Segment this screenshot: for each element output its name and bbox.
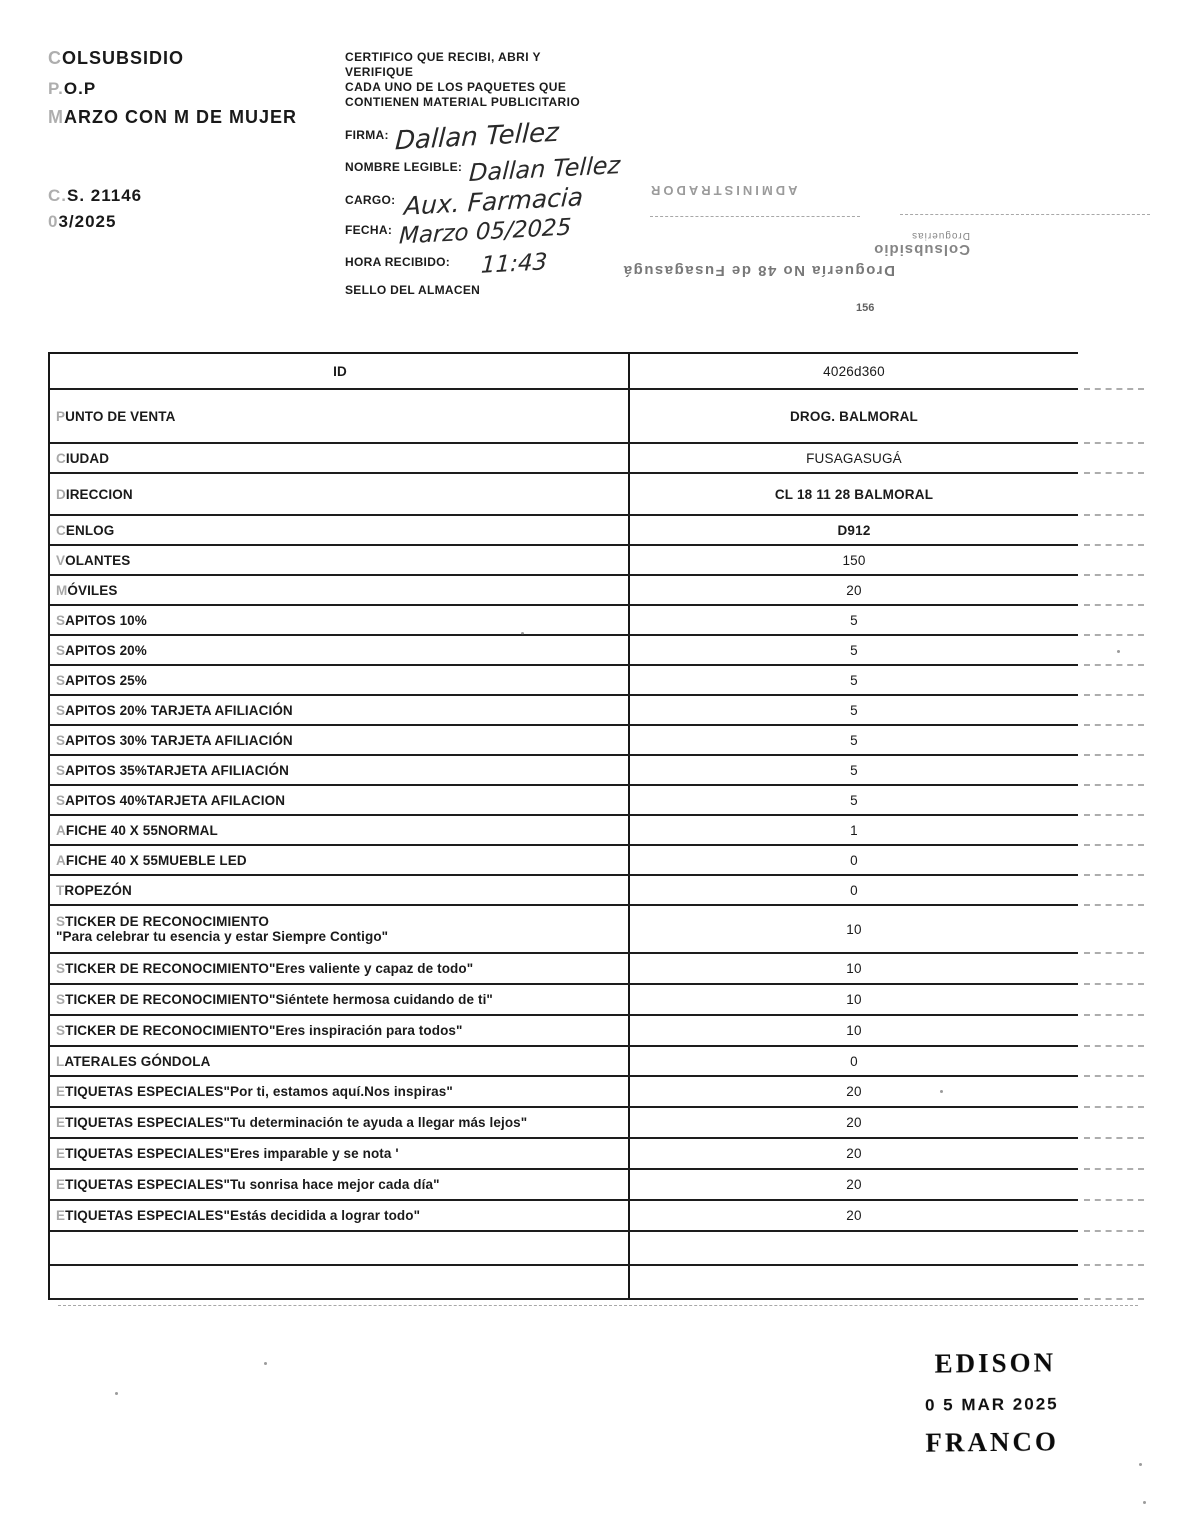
row-label: CIUDAD [56, 450, 110, 466]
row-value: CL 18 11 28 BALMORAL [628, 474, 1078, 514]
scan-dash [900, 214, 1150, 215]
row-label: SAPITOS 35%TARJETA AFILIACIÓN [56, 762, 289, 778]
row-value: FUSAGASUGÁ [628, 444, 1078, 472]
row-value: 20 [628, 1139, 1078, 1168]
table-row [50, 1139, 1078, 1170]
table-row [50, 1232, 1078, 1266]
row-value: D912 [628, 516, 1078, 544]
row-value: 5 [628, 726, 1078, 754]
warehouse-stamp-code: 156 [856, 302, 875, 314]
row-label: STICKER DE RECONOCIMIENTO"Siéntete hermosa cuidando de ti" [56, 992, 493, 1007]
table-row [50, 1266, 1078, 1300]
row-label: MÓVILES [56, 582, 118, 598]
table-row [50, 1170, 1078, 1201]
table-row [50, 876, 1078, 906]
header-block [48, 48, 297, 128]
table-row [50, 1016, 1078, 1047]
table-row [50, 576, 1078, 606]
fecha-field [345, 214, 572, 250]
fecha-label: FECHA: [345, 223, 393, 237]
row-label [50, 1266, 628, 1298]
cargo-field [345, 182, 584, 221]
table-row [50, 606, 1078, 636]
table-row [50, 726, 1078, 756]
table-row [50, 636, 1078, 666]
scan-speck [264, 1362, 267, 1365]
scan-speck [1139, 1463, 1142, 1466]
row-label: ETIQUETAS ESPECIALES"Estás decidida a lograr todo" [56, 1208, 421, 1223]
row-value: 10 [628, 906, 1078, 952]
hora-field [345, 251, 547, 277]
table-row [50, 390, 1078, 444]
cert-line-4: CONTIENEN MATERIAL PUBLICITARIO [345, 95, 581, 109]
cargo-label: CARGO: [345, 193, 396, 207]
cs-number: C.S. 21146 [48, 186, 143, 205]
fecha-handwriting: Marzo 05/2025 [398, 214, 572, 250]
row-value: DROG. BALMORAL [628, 390, 1078, 442]
table-row [50, 816, 1078, 846]
campaign-title: MARZO CON M DE MUJER [48, 107, 298, 127]
row-label: TROPEZÓN [56, 882, 132, 898]
nombre-label: NOMBRE LEGIBLE: [345, 160, 463, 174]
cargo-handwriting: Aux. Farmacia [403, 182, 584, 221]
row-value [628, 1266, 1078, 1298]
sello-label: SELLO DEL ALMACEN [345, 283, 481, 297]
firma-signature: Dallan Tellez [394, 117, 560, 157]
table-row [50, 696, 1078, 726]
table-row [50, 786, 1078, 816]
row-label: SAPITOS 10% [56, 612, 147, 628]
table-row [50, 666, 1078, 696]
nombre-handwriting: Dallan Tellez [467, 150, 621, 188]
table-row [50, 354, 1078, 390]
row-label: SAPITOS 25% [56, 672, 147, 688]
row-value: 20 [628, 1077, 1078, 1106]
cert-line-1: CERTIFICO QUE RECIBI, ABRI Y [345, 50, 541, 64]
row-value: 0 [628, 846, 1078, 874]
row-value: 5 [628, 786, 1078, 814]
row-value: 1 [628, 816, 1078, 844]
row-label: VOLANTES [56, 552, 131, 568]
row-label: SAPITOS 40%TARJETA AFILACION [56, 792, 286, 808]
table-row [50, 1077, 1078, 1108]
row-label: SAPITOS 30% TARJETA AFILIACIÓN [56, 732, 293, 748]
table-row [50, 906, 1078, 954]
row-value: 150 [628, 546, 1078, 574]
row-value: 5 [628, 696, 1078, 724]
scan-speck [940, 1090, 943, 1093]
warehouse-stamp-brand: Colsubsidio [873, 241, 970, 258]
row-value: 10 [628, 985, 1078, 1014]
row-value: 5 [628, 756, 1078, 784]
row-label: STICKER DE RECONOCIMIENTO"Eres inspiración para todos" [56, 1023, 463, 1038]
row-value: 20 [628, 1201, 1078, 1230]
row-label: LATERALES GÓNDOLA [56, 1053, 211, 1069]
row-label [50, 1232, 628, 1264]
row-label: ETIQUETAS ESPECIALES"Por ti, estamos aquí.Nos inspiras" [56, 1084, 453, 1099]
table-row [50, 474, 1078, 516]
row-value: 5 [628, 666, 1078, 694]
warehouse-stamp-line: Droguería No 48 de Fusagasugá [622, 262, 895, 279]
row-label: ETIQUETAS ESPECIALES"Eres imparable y se nota ' [56, 1146, 399, 1161]
table-row [50, 846, 1078, 876]
row-value: 5 [628, 636, 1078, 664]
row-label: CENLOG [56, 522, 115, 538]
row-label: ID [333, 363, 347, 379]
scan-speck [1143, 1501, 1146, 1504]
certification-block [345, 50, 945, 320]
admin-overlay-stamp: ADMINISTRADOR [648, 183, 798, 198]
row-label: PUNTO DE VENTA [56, 408, 176, 424]
received-stamp [924, 1347, 1059, 1458]
row-label: ETIQUETAS ESPECIALES"Tu sonrisa hace mejor cada día" [56, 1177, 440, 1192]
received-stamp-name: EDISON [934, 1347, 1057, 1379]
row-label: STICKER DE RECONOCIMIENTO "Para celebrar tu esencia y estar Siempre Contigo" [56, 914, 389, 944]
table-row [50, 1108, 1078, 1139]
row-label: AFICHE 40 X 55NORMAL [56, 822, 218, 838]
hora-handwriting: 11:43 [479, 249, 548, 279]
row-label: AFICHE 40 X 55MUEBLE LED [56, 852, 247, 868]
row-value: 10 [628, 1016, 1078, 1045]
scan-speck [521, 632, 524, 635]
row-label: STICKER DE RECONOCIMIENTO"Eres valiente y capaz de todo" [56, 961, 474, 976]
warehouse-stamp-sub: Droguerias [911, 230, 970, 241]
cert-line-3: CADA UNO DE LOS PAQUETES QUE [345, 80, 567, 94]
table-row [50, 516, 1078, 546]
row-value: 0 [628, 1047, 1078, 1075]
row-value: 20 [628, 576, 1078, 604]
table-row [50, 444, 1078, 474]
pop-label: P.O.P [48, 79, 97, 98]
hora-label: HORA RECIBIDO: [345, 255, 451, 269]
scan-dash [650, 216, 860, 217]
table-row [50, 546, 1078, 576]
table-row [50, 985, 1078, 1016]
table-row [50, 1047, 1078, 1077]
scan-speck [1117, 650, 1120, 653]
row-value: 20 [628, 1170, 1078, 1199]
scan-speck [115, 1392, 118, 1395]
table-row [50, 1201, 1078, 1232]
row-value: 5 [628, 606, 1078, 634]
received-stamp-date: 0 5 MAR 2025 [924, 1394, 1059, 1415]
delivery-table [48, 352, 1078, 1300]
scan-dash [58, 1305, 1138, 1306]
row-label: ETIQUETAS ESPECIALES"Tu determinación te ayuda a llegar más lejos" [56, 1115, 528, 1130]
received-stamp-surname: FRANCO [925, 1426, 1060, 1458]
row-value: 0 [628, 876, 1078, 904]
row-value: 20 [628, 1108, 1078, 1137]
firma-label: FIRMA: [345, 128, 389, 142]
table-row [50, 756, 1078, 786]
brand-name: COLSUBSIDIO [48, 48, 185, 68]
row-value [628, 1232, 1078, 1264]
firma-field [345, 117, 560, 157]
row-label: DIRECCION [56, 486, 133, 502]
warehouse-stamp [770, 230, 970, 258]
row-label: SAPITOS 20% [56, 642, 147, 658]
row-label: SAPITOS 20% TARJETA AFILIACIÓN [56, 702, 293, 718]
nombre-field [345, 150, 621, 188]
period: 03/2025 [48, 212, 117, 231]
table-row [50, 954, 1078, 985]
row-value: 10 [628, 954, 1078, 983]
row-value: 4026d360 [628, 354, 1078, 388]
cert-line-2: VERIFIQUE [345, 65, 414, 79]
